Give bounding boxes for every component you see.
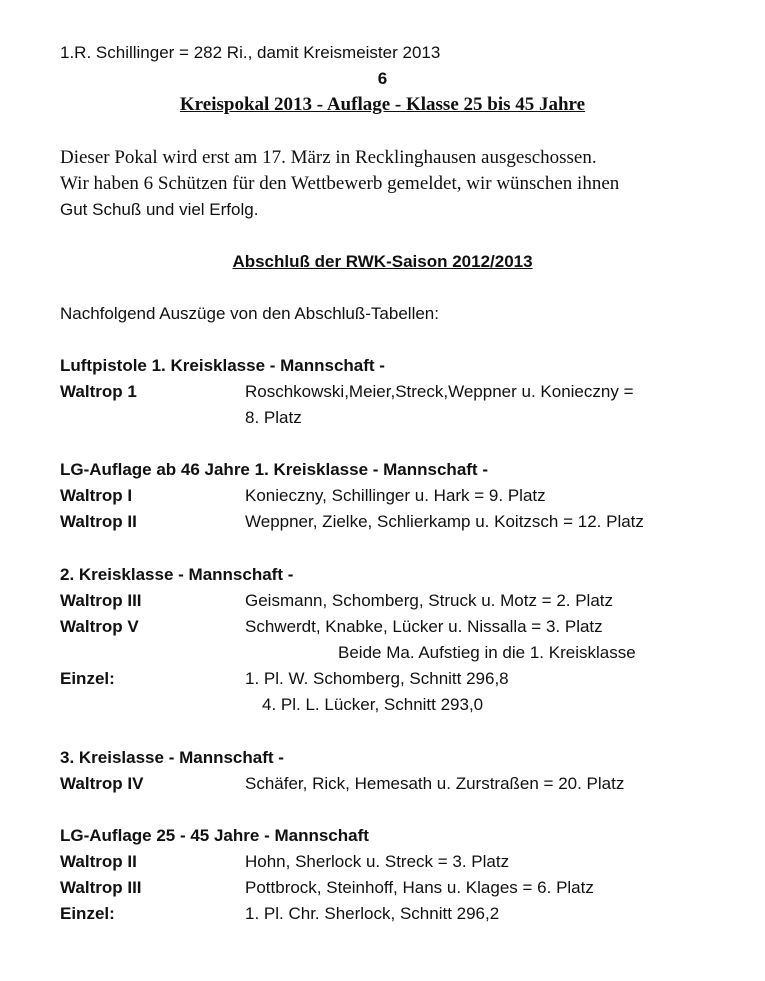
lg2545-team1-value: Hohn, Sherlock u. Streck = 3. Platz bbox=[245, 852, 510, 871]
season-heading: Abschluß der RWK-Saison 2012/2013 bbox=[232, 252, 533, 271]
lg2545-einzel-label: Einzel: bbox=[60, 904, 115, 923]
season-intro: Nachfolgend Auszüge von den Abschluß-Tabellen: bbox=[60, 304, 439, 323]
kk2-team2-value: Schwerdt, Knabke, Lücker u. Nissalla = 3. Platz bbox=[245, 617, 603, 636]
lg46-heading: LG-Auflage ab 46 Jahre 1. Kreisklasse - Mannschaft - bbox=[60, 460, 488, 479]
lg2545-team2-value: Pottbrock, Steinhoff, Hans u. Klages = 6. Platz bbox=[245, 878, 594, 897]
lg46-team1-label: Waltrop I bbox=[60, 486, 133, 505]
lp-team1-line2: 8. Platz bbox=[245, 408, 302, 427]
lp-team1-label: Waltrop 1 bbox=[60, 382, 137, 401]
kreispokal-para-line3: Gut Schuß und viel Erfolg. bbox=[60, 200, 259, 219]
lg2545-team1-label: Waltrop II bbox=[60, 852, 137, 871]
kk2-heading: 2. Kreisklasse - Mannschaft - bbox=[60, 565, 294, 584]
kk3-heading: 3. Kreislasse - Mannschaft - bbox=[60, 748, 284, 767]
kk2-einzel2: 4. Pl. L. Lücker, Schnitt 293,0 bbox=[262, 695, 484, 714]
kk2-einzel1: 1. Pl. W. Schomberg, Schnitt 296,8 bbox=[245, 669, 509, 688]
lp-heading: Luftpistole 1. Kreisklasse - Mannschaft - bbox=[60, 356, 385, 375]
kreispokal-para-line2: Wir haben 6 Schützen für den Wettbewerb gemeldet, wir wünschen ihnen bbox=[60, 173, 620, 194]
kreispokal-para-line1: Dieser Pokal wird erst am 17. März in Recklinghausen ausgeschossen. bbox=[60, 147, 597, 168]
lg46-team2-value: Weppner, Zielke, Schlierkamp u. Koitzsch = 12. Platz bbox=[245, 512, 644, 531]
page-number: 6 bbox=[377, 69, 388, 88]
lp-team1-line1: Roschkowski,Meier,Streck,Weppner u. Konieczny = bbox=[245, 382, 634, 401]
kk2-team1-value: Geismann, Schomberg, Struck u. Motz = 2. Platz bbox=[245, 591, 614, 610]
lg2545-heading: LG-Auflage 25 - 45 Jahre - Mannschaft bbox=[60, 826, 369, 845]
lg2545-team2-label: Waltrop III bbox=[60, 878, 142, 897]
intro-line: 1.R. Schillinger = 282 Ri., damit Kreismeister 2013 bbox=[60, 43, 441, 62]
kk3-team1-value: Schäfer, Rick, Hemesath u. Zurstraßen = 20. Platz bbox=[245, 774, 625, 793]
kreispokal-heading: Kreispokal 2013 - Auflage - Klasse 25 bis 45 Jahre bbox=[179, 94, 586, 115]
kk2-einzel-label: Einzel: bbox=[60, 669, 115, 688]
kk3-team1-label: Waltrop IV bbox=[60, 774, 144, 793]
kk2-note: Beide Ma. Aufstieg in die 1. Kreisklasse bbox=[338, 643, 636, 662]
lg46-team2-label: Waltrop II bbox=[60, 512, 137, 531]
kk2-team1-label: Waltrop III bbox=[60, 591, 142, 610]
lg46-team1-value: Konieczny, Schillinger u. Hark = 9. Platz bbox=[245, 486, 546, 505]
kk2-team2-label: Waltrop V bbox=[60, 617, 139, 636]
lg2545-einzel1: 1. Pl. Chr. Sherlock, Schnitt 296,2 bbox=[245, 904, 500, 923]
